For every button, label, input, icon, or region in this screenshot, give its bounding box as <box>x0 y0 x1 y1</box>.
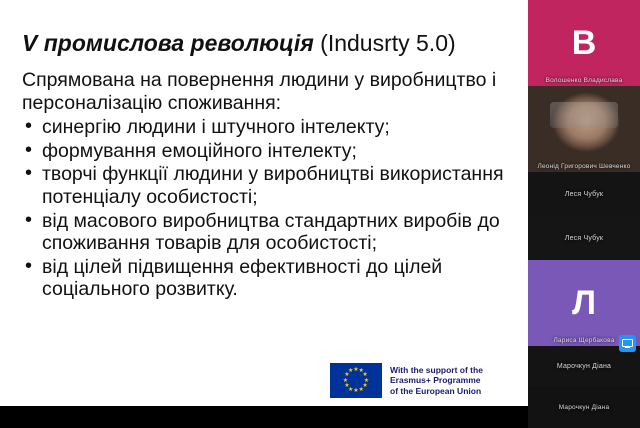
avatar: В <box>571 23 597 62</box>
participant-name: Леся Чубук <box>564 190 604 198</box>
participant-name: Леонід Григорович Шевченко <box>537 163 631 170</box>
list-item: • від цілей підвищення ефективності до цілей соціального розвитку. <box>22 256 514 301</box>
eu-star-icon: ★ <box>353 367 359 373</box>
eu-star-icon: ★ <box>358 368 364 375</box>
funding-line-2: Erasmus+ Programme <box>390 375 481 386</box>
slide-title-parenthetical: (Indusrty 5.0) <box>320 30 456 56</box>
participant-tile[interactable] <box>528 260 640 346</box>
eu-star-icon: ★ <box>344 382 350 389</box>
slide-intro-text: Спрямована на повернення людини у виробництво і персоналізацію споживання: <box>22 69 497 114</box>
eu-star-icon: ★ <box>348 368 354 375</box>
participant-tile[interactable] <box>528 0 640 86</box>
european-union-flag-icon <box>330 363 382 398</box>
eu-star-icon: ★ <box>348 386 354 393</box>
eu-star-icon: ★ <box>363 377 370 384</box>
eu-star-icon: ★ <box>353 388 359 394</box>
list-item: • синергію людини і штучного інтелекту; <box>22 116 514 139</box>
funding-line-1: With the support of the <box>390 364 483 375</box>
erasmus-funding-block <box>330 363 483 398</box>
list-item: • творчі функції людини у виробництві використання потенціалу особистості; <box>22 163 514 208</box>
slide-bullet-list <box>22 116 514 301</box>
participant-tile[interactable] <box>528 172 640 216</box>
slide-title <box>22 30 514 57</box>
avatar: Л <box>572 283 596 322</box>
list-item: • формування емоційного інтелекту; <box>22 140 514 163</box>
webcam-video <box>528 86 640 172</box>
participant-rail[interactable] <box>528 0 640 411</box>
slide-title-numeral: V <box>22 30 38 56</box>
participant-tile[interactable] <box>528 216 640 260</box>
participant-name: Марочкун Діана <box>558 403 610 411</box>
participant-tile[interactable] <box>528 86 640 172</box>
participant-name: Волошенко Владислава <box>545 77 623 84</box>
slide-title-main: промислова революція <box>43 30 314 56</box>
list-item: • від масового виробництва стандартних виробів до споживання товарів для особистості; <box>22 210 514 255</box>
screen-share-icon[interactable] <box>619 335 636 352</box>
funding-line-3: of the European Union <box>390 385 482 396</box>
eu-star-icon: ★ <box>362 382 368 389</box>
participant-name: Леся Чубук <box>564 234 604 242</box>
funding-statement <box>390 365 483 397</box>
slide-body <box>22 69 514 301</box>
participant-tile[interactable] <box>528 346 640 386</box>
participant-name: Лариса Щербакова <box>553 337 615 344</box>
participant-name: Марочкун Діана <box>556 362 612 370</box>
eu-star-icon: ★ <box>344 372 350 379</box>
participant-tile[interactable] <box>528 386 640 428</box>
eu-star-icon: ★ <box>362 372 368 379</box>
eu-star-icon: ★ <box>358 386 364 393</box>
eu-star-icon: ★ <box>342 377 349 384</box>
